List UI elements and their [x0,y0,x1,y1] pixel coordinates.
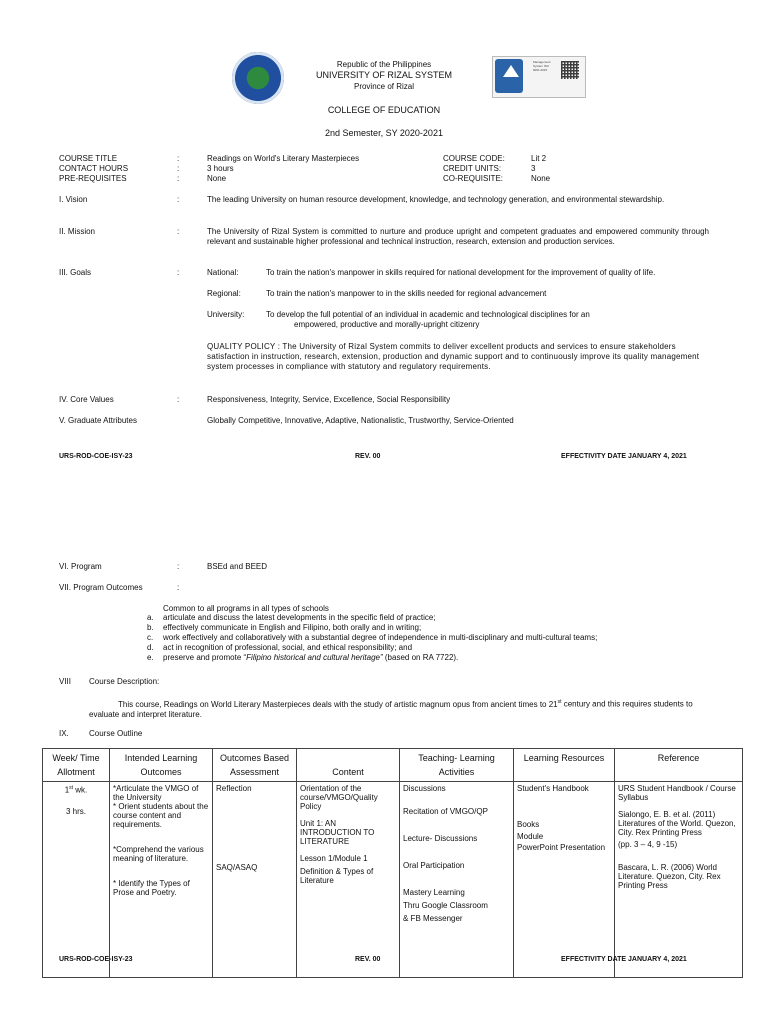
content-cell: Orientation of the course/VMGO/Quality Policy Unit 1: AN INTRODUCTION TO LITERATURE Lesson 1/Module 1 Definition & Types of Literature [297,782,400,978]
outcome-letter: e. [147,653,154,662]
table-header: Content [297,749,400,782]
footer-rev: REV. 00 [355,453,381,460]
table-header: Reference [615,749,743,782]
program-label: VI. Program [59,562,102,571]
footer-code: URS-ROD-COE-ISY-23 [59,453,133,460]
goal-regional-text: To train the nation's manpower to in the skills needed for regional advancement [266,289,547,298]
course-description-num: VIII [59,677,72,686]
footer-effectivity: EFFECTIVITY DATE JANUARY 4, 2021 [561,956,687,963]
reference-cell: URS Student Handbook / Course Syllabus Sialongo, E. B. et al. (2011) Literatures of the World. Quezon, City. Rex Printing Press (pp. 3 – 4, 9 -15) Bascara, L. R. (2006) World Literature. Quezon, City. Rex Printing Press [615,782,743,978]
colon: : [177,195,180,204]
quality-policy: QUALITY POLICY : The University of Rizal System commits to deliver excellent products and services to ensure stakeholders satisfaction in instruction, research, extension, production and dynamic support and to continuously improve its quality management system processes in compliance with statutory and regulatory requirements. [207,342,700,371]
colon: : [177,562,180,571]
outcome-letter: c. [147,633,154,642]
outcome-letter: a. [147,613,154,622]
prerequisites-value: None [207,174,227,183]
goal-university-text: To develop the full potential of an individual in academic and technological disciplines for an [266,310,590,319]
colon: : [177,227,180,236]
table-row [43,782,743,978]
header-republic: Republic of the Philippines [336,60,432,69]
goal-university-label: University: [207,310,245,319]
activities-cell: Discussions Recitation of VMGO/QP Lecture- Discussions Oral Participation Mastery Learning Thru Google Classroom & FB Messenger [400,782,514,978]
header-province: Province of Rizal [353,82,415,91]
course-description-label: Course Description: [89,677,160,686]
table-header: Outcomes Based Assessment [213,749,297,782]
university-seal-icon [232,52,284,104]
qr-code-icon [561,61,579,79]
footer-rev: REV. 00 [355,956,381,963]
vision-text: The leading University on human resource development, knowledge, and technology generation, and environmental stewardship. [207,195,665,204]
outcome-item: articulate and discuss the latest developments in the specific field of practice; [163,613,436,622]
prerequisites-label: PRE-REQUISITES [59,174,127,183]
header-university: UNIVERSITY OF RIZAL SYSTEM [315,70,453,80]
colon: : [177,583,180,592]
corequisite-label: CO-REQUISITE: [443,174,504,183]
semester: 2nd Semester, SY 2020-2021 [325,128,443,138]
colon: : [177,154,180,163]
course-title-value: Readings on World's Literary Masterpieces [207,154,360,163]
contact-hours-value: 3 hours [207,164,234,173]
program-value: BSEd and BEED [207,562,268,571]
course-code-label: COURSE CODE: [443,154,505,163]
course-title-label: COURSE TITLE [59,154,118,163]
table-header: Intended Learning Outcomes [110,749,213,782]
colon: : [177,395,180,404]
colon: : [177,268,180,277]
mission-text: The University of Rizal System is committed to nurture and produce upright and competent graduates and empowered community through relevant and sustainable higher professional and technical instruction, research, extension and production services. [207,227,709,246]
table-header-row [43,749,743,782]
graduate-attributes-label: V. Graduate Attributes [59,416,137,425]
credit-units-value: 3 [531,164,536,173]
goal-national-text: To train the nation's manpower in skills required for national development for the improvement of quality of life. [266,268,656,277]
goal-regional-label: Regional: [207,289,241,298]
footer-code: URS-ROD-COE-ISY-23 [59,956,133,963]
outcome-item: preserve and promote “Filipino historical and cultural heritage” (based on RA 7722). [163,653,459,662]
colon: : [177,174,180,183]
outcome-item: act in recognition of professional, social, and ethical responsibility; and [163,643,413,652]
program-outcomes-intro: Common to all programs in all types of schools [163,604,329,613]
course-description-text: This course, Readings on World Literary Masterpieces deals with the study of artistic magnum opus from ancient times to 21st century and this requires students to evaluate and interpret literature. [89,699,693,719]
core-values-label: IV. Core Values [59,395,114,404]
footer-effectivity: EFFECTIVITY DATE JANUARY 4, 2021 [561,453,687,460]
credit-units-label: CREDIT UNITS: [443,164,502,173]
course-code-value: Lit 2 [531,154,547,163]
goals-label: III. Goals [59,268,92,277]
outcome-letter: d. [147,643,154,652]
table-header: Week/ Time Allotment [43,749,110,782]
ilo-cell: *Articulate the VMGO of the University * Orient students about the course content and requirements. *Comprehend the various meaning of literature. * Identify the Types of Prose and Poetry. [110,782,213,978]
college-title: COLLEGE OF EDUCATION [327,105,441,115]
goal-university-text-cont: empowered, productive and morally-upright citizenry [294,320,480,329]
mission-label: II. Mission [59,227,96,236]
colon: : [177,164,180,173]
course-outline-table [42,748,743,978]
outcome-letter: b. [147,623,154,632]
course-outline-label: Course Outline [89,729,143,738]
corequisite-value: None [531,174,551,183]
course-outline-num: IX. [59,729,69,738]
goal-national-label: National: [207,268,239,277]
outcome-item: effectively communicate in English and Filipino, both orally and in writing; [163,623,422,632]
table-header: Learning Resources [514,749,615,782]
program-outcomes-label: VII. Program Outcomes [59,583,143,592]
assessment-cell: Reflection SAQ/ASAQ [213,782,297,978]
outcome-item: work effectively and collaboratively with a substantial degree of independence in multi-disciplinary and multi-cultural teams; [163,633,598,642]
core-values-text: Responsiveness, Integrity, Service, Excellence, Social Responsibility [207,395,451,404]
table-header: Teaching- Learning Activities [400,749,514,782]
week-cell: 1st wk. 3 hrs. [43,782,110,978]
graduate-attributes-text: Globally Competitive, Innovative, Adaptive, Nationalistic, Trustworthy, Service-Oriented [207,416,514,425]
resources-cell: Student's Handbook Books Module PowerPoint Presentation [514,782,615,978]
contact-hours-label: CONTACT HOURS [59,164,129,173]
iso-certification-icon: Management System ISO 9001:2015 [492,56,586,98]
vision-label: I. Vision [59,195,88,204]
